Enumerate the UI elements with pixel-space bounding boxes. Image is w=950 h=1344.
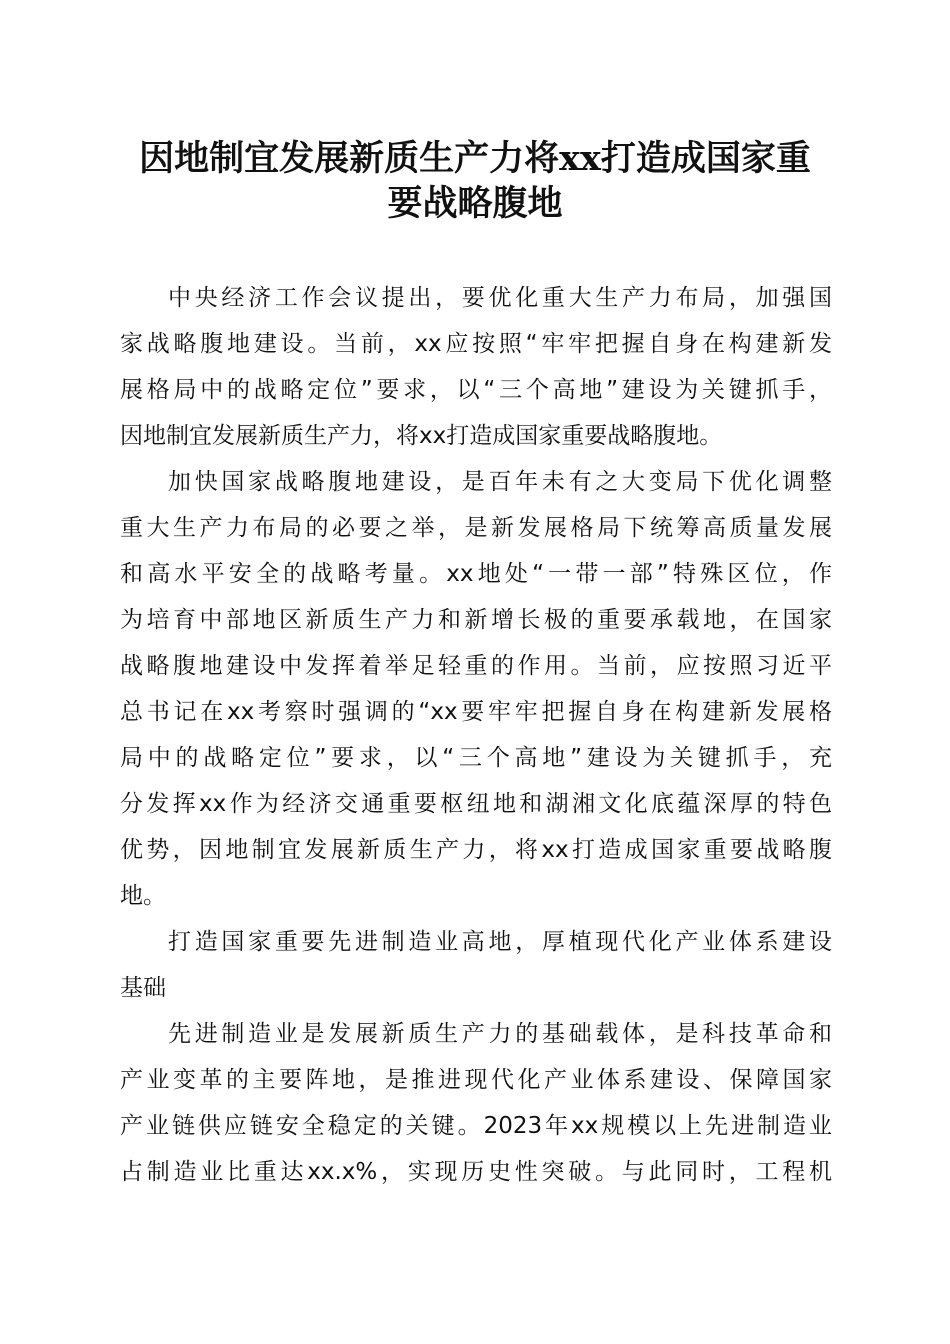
paragraph-line: 产业变革的主要阵地，是推进现代化产业体系建设、保障国家	[120, 1067, 832, 1093]
document-title	[110, 136, 840, 226]
paragraph-line: 为培育中部地区新质生产力和新增长极的重要承载地，在国家	[120, 607, 832, 633]
paragraph-line: 展格局中的战略定位”要求，以“三个高地”建设为关键抓手，	[120, 377, 832, 403]
paragraph-line: 和高水平安全的战略考量。xx地处“一带一部”特殊区位，作	[120, 561, 832, 587]
paragraph	[120, 1011, 832, 1195]
paragraph-line: 重大生产力布局的必要之举，是新发展格局下统筹高质量发展	[120, 515, 832, 541]
paragraph-line: 局中的战略定位”要求，以“三个高地”建设为关键抓手，充	[120, 745, 832, 771]
paragraph-line: 基础	[120, 975, 166, 1001]
paragraph	[120, 275, 832, 459]
paragraph-line: 先进制造业是发展新质生产力的基础载体，是科技革命和	[168, 1021, 832, 1047]
paragraph-line: 打造国家重要先进制造业高地，厚植现代化产业体系建设	[168, 929, 832, 955]
paragraph-line: 地。	[120, 883, 166, 909]
paragraph-line: 总书记在xx考察时强调的“xx要牢牢把握自身在构建新发展格	[120, 699, 832, 725]
paragraph-line: 加快国家战略腹地建设，是百年未有之大变局下优化调整	[168, 469, 832, 495]
paragraph-line: 家战略腹地建设。当前，xx应按照“牢牢把握自身在构建新发	[120, 331, 832, 357]
title-line: 要战略腹地	[387, 183, 563, 224]
paragraph-line: 占制造业比重达xx.x%，实现历史性突破。与此同时，工程机	[120, 1159, 832, 1185]
title-line: 因地制宜发展新质生产力将xx打造成国家重	[139, 138, 811, 179]
document-body	[120, 275, 832, 1195]
paragraph	[120, 459, 832, 919]
paragraph-line: 产业链供应链安全稳定的关键。2023年xx规模以上先进制造业	[120, 1113, 832, 1139]
paragraph	[120, 919, 832, 1011]
paragraph-line: 因地制宜发展新质生产力，将xx打造成国家重要战略腹地。	[120, 423, 723, 449]
paragraph-line: 分发挥xx作为经济交通重要枢纽地和湖湘文化底蕴深厚的特色	[120, 791, 832, 817]
paragraph-line: 中央经济工作会议提出，要优化重大生产力布局，加强国	[168, 285, 832, 311]
paragraph-line: 战略腹地建设中发挥着举足轻重的作用。当前，应按照习近平	[120, 653, 832, 679]
paragraph-line: 优势，因地制宜发展新质生产力，将xx打造成国家重要战略腹	[120, 837, 832, 863]
